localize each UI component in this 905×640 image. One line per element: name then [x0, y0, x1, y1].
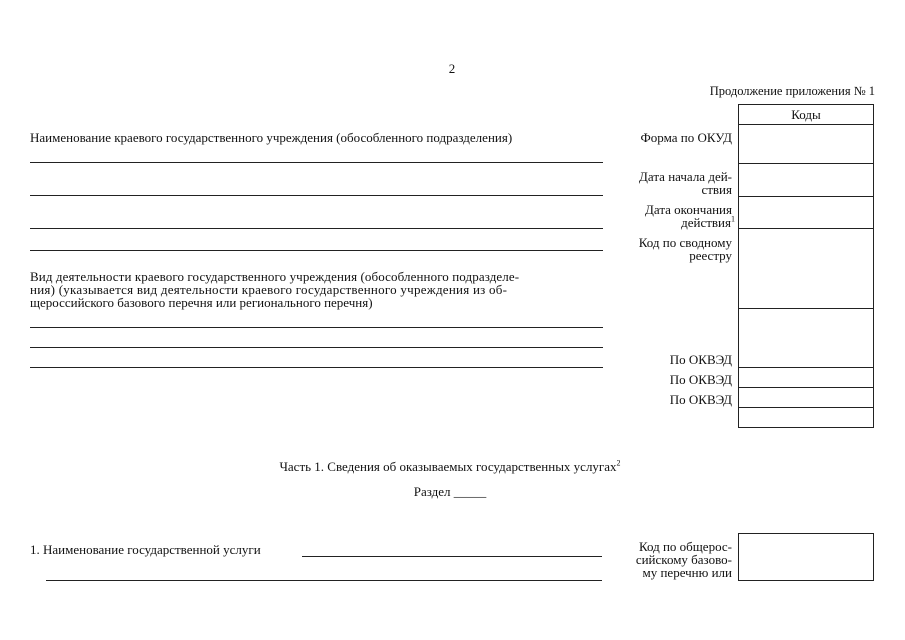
okved-label-1: По ОКВЭД	[669, 352, 732, 367]
activity-line-1[interactable]	[30, 327, 603, 328]
start-date-label-1: Дата начала дей-	[639, 169, 732, 184]
institution-line-2[interactable]	[30, 195, 603, 196]
okved-code-cell-3[interactable]	[738, 407, 874, 428]
end-date-label-2: действия$^1$	[681, 214, 735, 230]
okud-label: Форма по ОКУД	[640, 130, 732, 145]
okved-label-2: По ОКВЭД	[669, 372, 732, 387]
registry-label-2: реестру	[689, 248, 732, 263]
service-code-cell[interactable]	[738, 533, 874, 581]
part-title: Часть 1. Сведения об оказываемых государственных услугах$^2$	[279, 458, 621, 474]
service-code-label-3: му перечню или	[642, 565, 732, 580]
codes-header-cell	[738, 104, 874, 125]
activity-line-2[interactable]	[30, 347, 603, 348]
activity-label-1: Вид деятельности краевого государственного учреждения (обособленного подразделе-	[30, 269, 520, 284]
start-date-label-2: ствия	[701, 182, 732, 197]
end-date-code-cell[interactable]	[738, 196, 874, 229]
footnote-2-marker: 2	[616, 458, 621, 468]
institution-line-1[interactable]	[30, 162, 603, 163]
institution-line-3[interactable]	[30, 228, 603, 229]
end-date-label-1: Дата окончания	[645, 202, 732, 217]
registry-label-1: Код по сводному	[638, 235, 732, 250]
service-line-2[interactable]	[46, 580, 602, 581]
service-line-1[interactable]	[302, 556, 602, 557]
page-number: 2	[448, 61, 456, 76]
okved-label-3: По ОКВЭД	[669, 392, 732, 407]
service-code-label-1: Код по общерос-	[638, 539, 732, 554]
institution-line-4[interactable]	[30, 250, 603, 251]
service-code-label-2: сийскому базово-	[635, 552, 732, 567]
institution-label: Наименование краевого государственного учреждения (обособленного подразделения)	[30, 130, 513, 145]
okud-code-cell[interactable]	[738, 124, 874, 164]
section-label: Раздел _____	[413, 484, 487, 499]
okved-code-cell-2[interactable]	[738, 387, 874, 408]
codes-header: Коды	[791, 107, 821, 122]
activity-label-2: ния) (указывается вид деятельности краевого государственного учреждения из об-	[30, 282, 508, 297]
start-date-code-cell[interactable]	[738, 163, 874, 197]
activity-line-3[interactable]	[30, 367, 603, 368]
service-label: 1. Наименование государственной услуги	[30, 542, 261, 557]
registry-code-cell-2[interactable]	[738, 308, 874, 368]
okved-code-cell-1[interactable]	[738, 367, 874, 388]
activity-label-3: щероссийского базового перечня или регионального перечня)	[30, 295, 373, 310]
registry-code-cell[interactable]	[738, 228, 874, 309]
footnote-1-marker: 1	[731, 214, 735, 224]
continuation-note: Продолжение приложения № 1	[709, 84, 875, 98]
